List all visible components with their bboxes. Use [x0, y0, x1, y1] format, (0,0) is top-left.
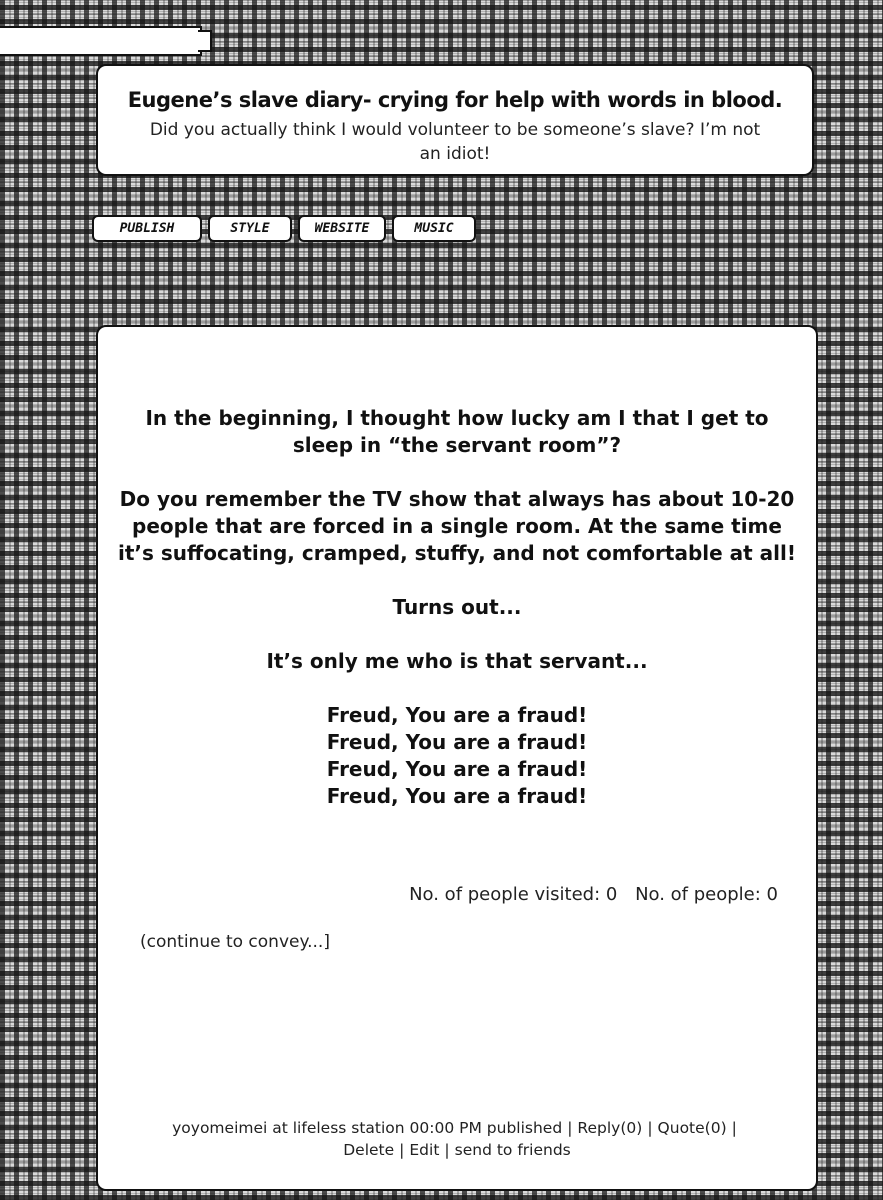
post-paragraph: It’s only me who is that servant... [266, 649, 648, 673]
post-paragraph: Turns out... [392, 595, 522, 619]
visited-count: No. of people visited: 0 [409, 884, 618, 905]
post-panel [96, 325, 818, 1191]
post-body [118, 405, 796, 810]
visit-stats [409, 884, 778, 905]
post-footer-line-2 [118, 1139, 796, 1161]
refrain-line: Freud, You are a fraud! [326, 784, 588, 808]
delete-link[interactable]: Delete [343, 1141, 395, 1159]
post-footer [118, 1117, 796, 1161]
separator: | [731, 1119, 737, 1137]
tab-publish[interactable]: PUBLISH [92, 215, 202, 242]
top-bar [0, 26, 202, 56]
post-meta: yoyomeimei at lifeless station 00:00 PM published [172, 1119, 563, 1137]
people-count: No. of people: 0 [635, 884, 778, 905]
continue-link[interactable]: (continue to convey...] [140, 932, 330, 952]
tab-style[interactable]: STYLE [208, 215, 292, 242]
edit-link[interactable]: Edit [409, 1141, 440, 1159]
refrain-line: Freud, You are a fraud! [326, 703, 588, 727]
blog-subtitle: Did you actually think I would volunteer to be someone’s slave? I’m not an idiot! [149, 120, 761, 164]
refrain-line: Freud, You are a fraud! [326, 757, 588, 781]
post-paragraph: In the beginning, I thought how lucky am I that I get to sleep in “the servant room”? [145, 406, 769, 457]
post-paragraph: Do you remember the TV show that always has about 10-20 people that are forced in a single room. At the same time it’s suffocating, cramped, stuffy, and not comfortable at all! [118, 487, 796, 565]
quote-link[interactable]: Quote(0) [657, 1119, 727, 1137]
send-to-friends-link[interactable]: send to friends [454, 1141, 571, 1159]
separator: | [444, 1141, 450, 1159]
header-panel [96, 64, 814, 176]
top-bar-notch [198, 30, 212, 52]
post-footer-line-1 [118, 1117, 796, 1139]
separator: | [647, 1119, 653, 1137]
separator: | [399, 1141, 405, 1159]
blog-title: Eugene’s slave diary- crying for help with words in blood. [127, 88, 783, 112]
tab-music[interactable]: MUSIC [392, 215, 476, 242]
tab-website[interactable]: WEBSITE [298, 215, 386, 242]
separator: | [567, 1119, 573, 1137]
reply-link[interactable]: Reply(0) [577, 1119, 643, 1137]
refrain-line: Freud, You are a fraud! [326, 730, 588, 754]
